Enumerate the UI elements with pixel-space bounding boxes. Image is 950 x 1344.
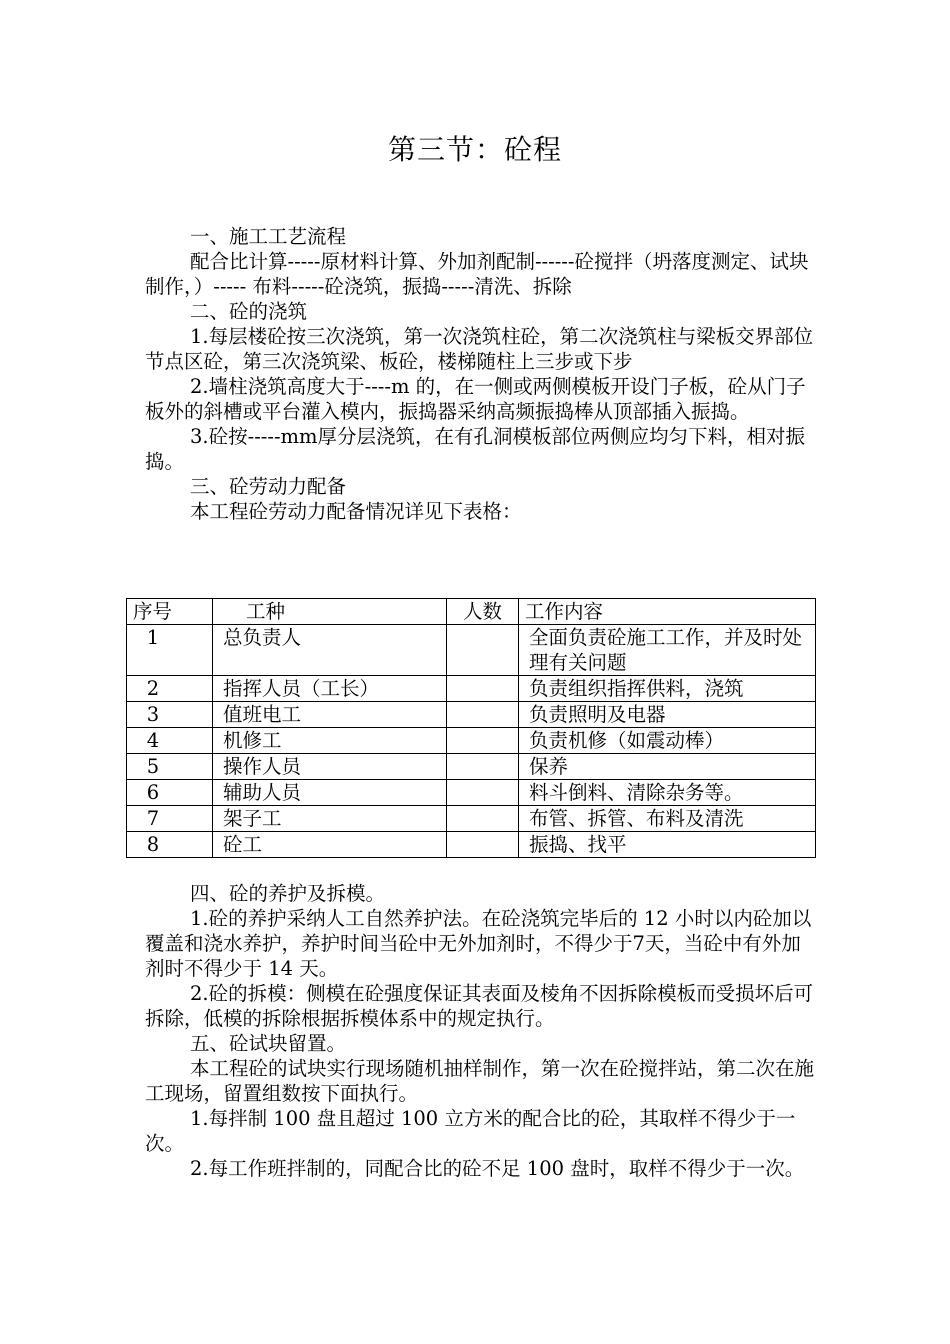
cell-content: 全面负责砼施工工作，并及时处理有关问题: [519, 625, 816, 676]
cell-count: [447, 676, 519, 702]
table-row: [127, 754, 816, 780]
cell-count: [447, 728, 519, 754]
table-row: [127, 676, 816, 702]
page-title: 第三节：砼程: [387, 133, 562, 166]
section-heading-pouring: 二、砼的浇筑: [190, 300, 308, 323]
paragraph-pouring-3: 3.砼按-----mm厚分层浇筑，在有孔洞模板部位两侧应均匀下料，相对振捣。: [145, 425, 806, 473]
cell-type: 架子工: [213, 806, 447, 832]
paragraph-labor-intro: 本工程砼劳动力配备情况详见下表格：: [190, 500, 522, 523]
cell-content: 振捣、找平: [519, 832, 816, 858]
text-block-lower: [145, 881, 815, 1181]
header-type: 工种: [213, 599, 447, 625]
cell-content: 负责机修（如震动棒）: [519, 728, 816, 754]
cell-no: 5: [146, 755, 160, 778]
paragraph-samples-intro: 本工程砼的试块实行现场随机抽样制作，第一次在砼搅拌站，第二次在施工现场，留置组数按下面执行。: [145, 1057, 815, 1105]
paragraph-process-flow: 配合比计算-----原材料计算、外加剂配制------砼搅拌（坍落度测定、试块制作，）----- 布料-----砼浇筑，振捣-----清洗、拆除: [145, 250, 809, 298]
table-row: [127, 780, 816, 806]
paragraph-samples-1: 1.每拌制 100 盘且超过 100 立方米的配合比的砼，其取样不得少于一次。: [145, 1107, 796, 1155]
cell-type: 指挥人员（工长）: [213, 676, 447, 702]
cell-count: [447, 702, 519, 728]
cell-count: [447, 832, 519, 858]
cell-content: 负责组织指挥供料，浇筑: [519, 676, 816, 702]
section-heading-curing: 四、砼的养护及拆模。: [190, 882, 386, 905]
cell-type: 总负责人: [213, 625, 447, 676]
section-heading-process: 一、施工工艺流程: [190, 225, 347, 248]
cell-no: 1: [146, 626, 160, 649]
section-heading-labor: 三、砼劳动力配备: [190, 475, 347, 498]
table-row: [127, 832, 816, 858]
cell-type: 操作人员: [213, 754, 447, 780]
paragraph-pouring-1: 1.每层楼砼按三次浇筑，第一次浇筑柱砼，第二次浇筑柱与梁板交界部位节点区砼，第三次浇筑梁、板砼，楼梯随柱上三步或下步: [145, 325, 814, 373]
cell-type: 值班电工: [213, 702, 447, 728]
table-row: [127, 625, 816, 676]
cell-content: 负责照明及电器: [519, 702, 816, 728]
cell-count: [447, 806, 519, 832]
cell-no: 8: [146, 833, 160, 856]
cell-count: [447, 625, 519, 676]
header-no: 序号: [127, 599, 213, 625]
paragraph-curing-2: 2.砼的拆模：侧模在砼强度保证其表面及棱角不因拆除模板而受损坏后可拆除，低模的拆除根据拆模体系中的规定执行。: [145, 982, 814, 1030]
cell-count: [447, 780, 519, 806]
cell-no: 7: [146, 807, 160, 830]
cell-no: 2: [146, 677, 160, 700]
cell-content: 料斗倒料、清除杂务等。: [519, 780, 816, 806]
cell-no: 4: [146, 729, 160, 752]
paragraph-curing-1: 1.砼的养护采纳人工自然养护法。在砼浇筑完毕后的 12 小时以内砼加以覆盖和浇水养护，养护时间当砼中无外加剂时，不得少于7天，当砼中有外加剂时不得少于 14 天。: [145, 907, 812, 980]
cell-type: 机修工: [213, 728, 447, 754]
cell-no: 3: [146, 703, 160, 726]
cell-count: [447, 754, 519, 780]
table-row: [127, 728, 816, 754]
paragraph-pouring-2: 2.墙柱浇筑高度大于----m 的，在一侧或两侧模板开设门子板，砼从门子板外的斜槽或平台灌入模内，振捣器采纳高频振捣棒从顶部插入振捣。: [145, 375, 806, 423]
table-row: [127, 806, 816, 832]
section-heading-samples: 五、砼试块留置。: [190, 1032, 347, 1055]
cell-no: 6: [146, 781, 160, 804]
paragraph-samples-2: 2.每工作班拌制的，同配合比的砼不足 100 盘时，取样不得少于一次。: [190, 1157, 805, 1180]
cell-content: 布管、拆管、布料及清洗: [519, 806, 816, 832]
header-content: 工作内容: [519, 599, 816, 625]
cell-type: 辅助人员: [213, 780, 447, 806]
table-header-row: [127, 599, 816, 625]
cell-type: 砼工: [213, 832, 447, 858]
text-block-upper: [145, 224, 815, 524]
table-row: [127, 702, 816, 728]
labor-table: [126, 598, 816, 858]
header-count: 人数: [447, 599, 519, 625]
cell-content: 保养: [519, 754, 816, 780]
